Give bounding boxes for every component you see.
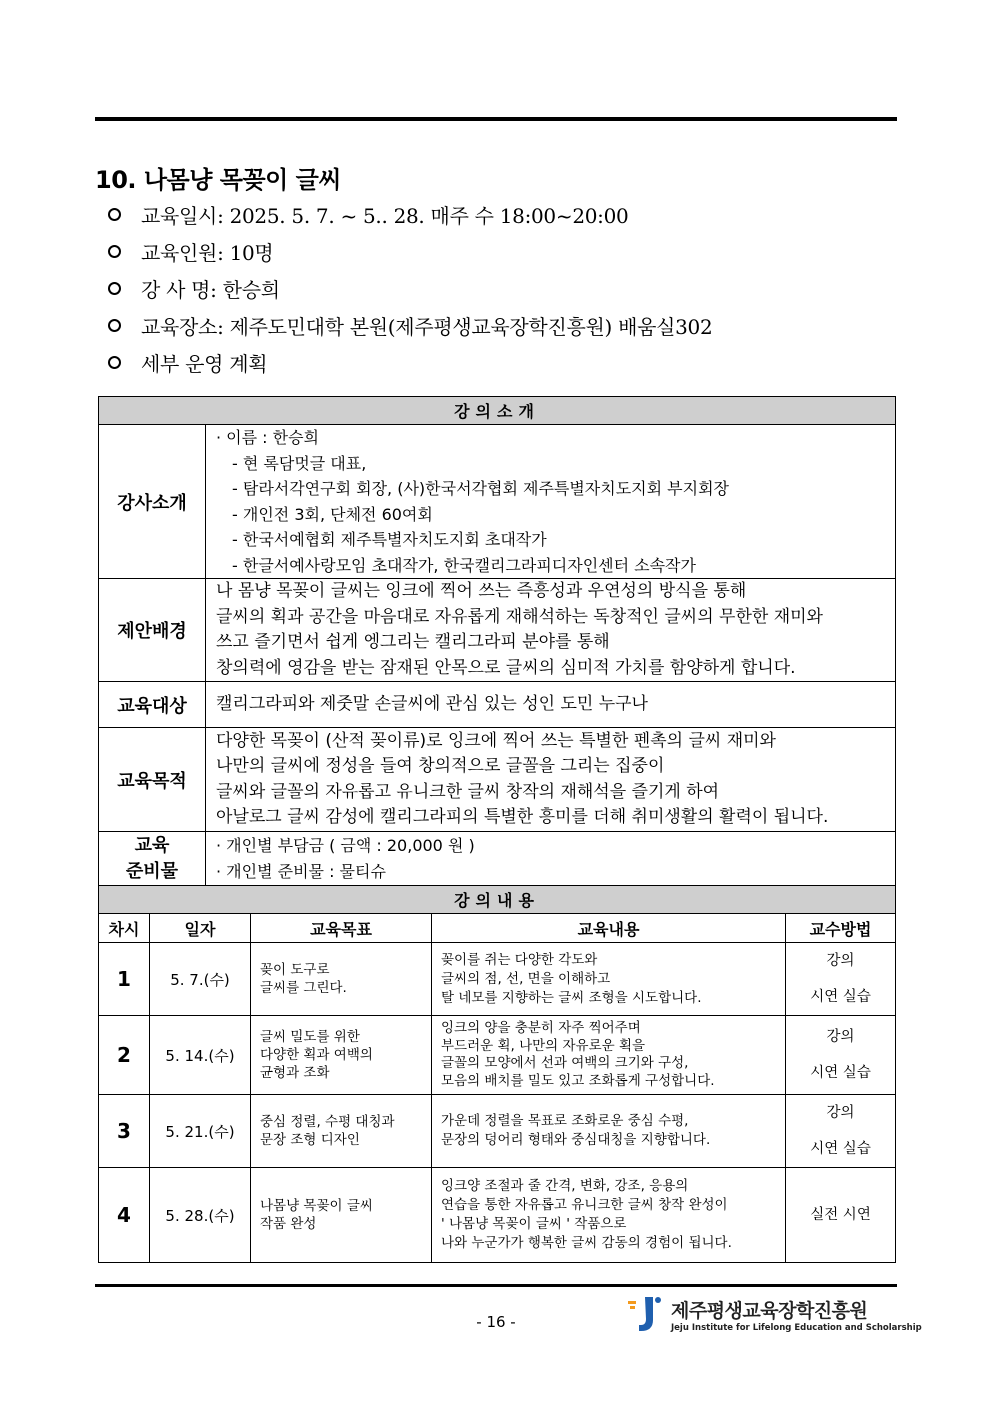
materials-text: · 개인별 부담금 ( 금액 : 20,000 원 ) · 개인별 준비물 : 물티슈	[206, 832, 896, 886]
org-logo	[625, 1294, 922, 1334]
page-number: - 16 -	[476, 1313, 516, 1331]
col-header-session: 차시	[99, 914, 150, 943]
purpose-text: 다양한 목꽂이 (산적 꽂이류)로 잉크에 찍어 쓰는 특별한 펜촉의 글씨 재미와 나만의 글씨에 정성을 들여 창의적으로 글꼴을 그리는 집중이 글씨와 글꼴의 자유롭고 유니크한 글씨 창작의 재해석을 즐기게 하여 아날로그 글씨 감성에 캘리그라피의 특별한 흥미를 더해 취미생활의 활력이 됩니다.	[206, 728, 896, 832]
org-name-en: Jeju Institute for Lifelong Education and Scholarship	[671, 1322, 922, 1333]
table-row: 2 5. 14.(수) 글씨 밀도를 위한 다양한 획과 여백의 균형과 조화 잉크의 양을 충분히 자주 찍어주며 부드러운 획, 나만의 자유로운 획을 글꼴의 모양에서 선과 여백의 크기와 구성, 모음의 배치를 밀도 있고 조화롭게 구성합니다. 강의 시연 실습	[99, 1016, 896, 1095]
org-name: 제주평생교육장학진흥원	[671, 1299, 868, 1322]
overview-list	[108, 196, 712, 381]
top-rule	[95, 117, 897, 121]
col-header-method: 교수방법	[786, 914, 896, 943]
circle-bullet-icon	[108, 245, 121, 258]
circle-bullet-icon	[108, 319, 121, 332]
target-label: 교육대상	[99, 682, 206, 728]
list-item: 강 사 명: 한승희	[108, 270, 712, 307]
table-row: 4 5. 28.(수) 나몸냥 목꽂이 글씨 작품 완성 잉크양 조절과 줄 간격, 변화, 강조, 응용의 연습을 통한 자유롭고 유니크한 글씨 창작 완성이 ' 나몸냥 목꽂이 글씨 ' 작품으로 나와 누군가가 행복한 글씨 감동의 경험이 됩니다. 실전 시연	[99, 1168, 896, 1263]
table-row: 1 5. 7.(수) 꽂이 도구로 글씨를 그린다. 꽂이를 쥐는 다양한 각도와 글씨의 점, 선, 면을 이해하고 탈 네모를 지향하는 글씨 조형을 시도합니다. 강의 시연 실습	[99, 943, 896, 1016]
col-header-goal: 교육목표	[251, 914, 432, 943]
list-item: 교육일시: 2025. 5. 7. ~ 5.. 28. 매주 수 18:00~20:00	[108, 196, 712, 233]
circle-bullet-icon	[108, 356, 121, 369]
intro-band: 강의소개	[99, 397, 896, 425]
col-header-date: 일자	[150, 914, 251, 943]
list-item: 교육장소: 제주도민대학 본원(제주평생교육장학진흥원) 배움실302	[108, 307, 712, 344]
circle-bullet-icon	[108, 282, 121, 295]
instructor-info: · 이름 : 한승희 - 현 록담멋글 대표, - 탐라서각연구회 회장, (사)한국서각협회 제주특별자치도지회 부지회장 - 개인전 3회, 단체전 60여회 - 한국서예협회 제주특별자치도지회 초대작가 - 한글서예사랑모임 초대작가, 한국캘리그라피디자인센터 소속작가	[206, 425, 896, 579]
list-item: 교육인원: 10명	[108, 233, 712, 270]
target-text: 캘리그라피와 제줏말 손글씨에 관심 있는 성인 도민 누구나	[206, 682, 896, 728]
background-label: 제안배경	[99, 579, 206, 682]
bottom-rule	[95, 1284, 897, 1287]
col-header-content: 교육내용	[432, 914, 786, 943]
instructor-label: 강사소개	[99, 425, 206, 579]
jeju-logo-icon	[625, 1294, 667, 1334]
schedule-band: 강의내용	[99, 886, 896, 914]
purpose-label: 교육목적	[99, 728, 206, 832]
course-plan-table	[98, 396, 896, 1263]
circle-bullet-icon	[108, 208, 121, 221]
table-row: 3 5. 21.(수) 중심 정렬, 수평 대칭과 문장 조형 디자인 가운데 정렬을 목표로 조화로운 중심 수평, 문장의 덩어리 형태와 중심대칭을 지향합니다. 강의 시연 실습	[99, 1095, 896, 1168]
section-title: 10. 나몸냥 목꽂이 글씨	[95, 166, 342, 194]
background-text: 나 몸냥 목꽂이 글씨는 잉크에 찍어 쓰는 즉흥성과 우연성의 방식을 통해 글씨의 획과 공간을 마음대로 자유롭게 재해석하는 독창적인 글씨의 무한한 재미와 쓰고 즐기면서 쉽게 엥그리는 캘리그라피 분야를 통해 창의력에 영감을 받는 잠재된 안목으로 글씨의 심미적 가치를 함양하게 합니다.	[206, 579, 896, 682]
materials-label: 교육 준비물	[99, 832, 206, 886]
list-item: 세부 운영 계획	[108, 344, 712, 381]
